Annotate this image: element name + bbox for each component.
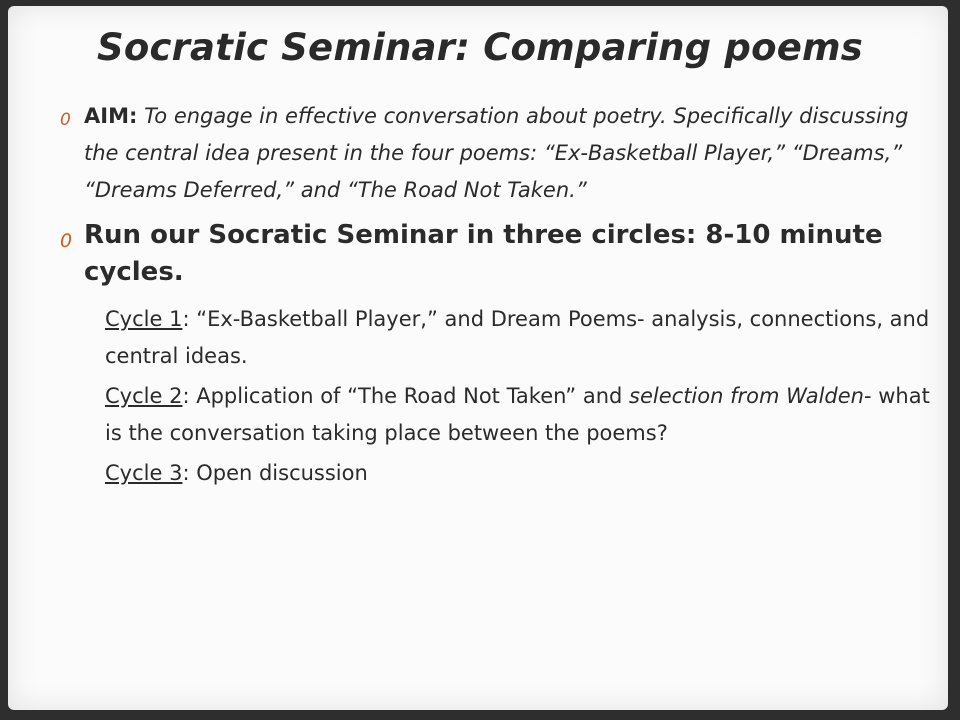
cycle-item-1 xyxy=(105,301,940,375)
run-text: Run our Socratic Seminar in three circles: 8-10 minute cycles. xyxy=(84,220,883,287)
cycle-text-italic: selection from Walden xyxy=(629,384,864,408)
slide-title: Socratic Seminar: Comparing poems xyxy=(96,26,863,69)
cycle-text: Application of “The Road Not Taken” and xyxy=(196,384,630,408)
aim-bullet xyxy=(60,98,940,209)
aim-text: To engage in effective conversation about poetry. Specifically discussing the central idea present in the four poems: “Ex-Basketball Player,” “Dreams,” “Dreams Deferred,” and “The Road Not Taken.” xyxy=(84,104,909,202)
bullet-marker: 0 xyxy=(60,110,71,130)
cycle-list xyxy=(105,301,940,492)
cycle-separator: : xyxy=(182,461,197,485)
cycle-text: “Ex-Basketball Player,” and Dream Poems- analysis, connections, and central ideas. xyxy=(105,307,930,368)
cycle-item-3 xyxy=(105,455,940,492)
slide-content xyxy=(60,98,940,495)
run-bullet xyxy=(60,217,940,291)
aim-label: AIM: xyxy=(84,104,138,128)
cycle-label: Cycle 3 xyxy=(105,461,183,485)
cycle-separator: : xyxy=(182,307,197,331)
bullet-marker: 0 xyxy=(60,230,73,252)
cycle-separator: : xyxy=(182,384,197,408)
cycle-label: Cycle 1 xyxy=(105,307,183,331)
cycle-label: Cycle 2 xyxy=(105,384,183,408)
cycle-text: - what is the conversation taking place between the poems? xyxy=(105,384,930,445)
cycle-item-2 xyxy=(105,378,940,452)
cycle-text: Open discussion xyxy=(196,461,368,485)
